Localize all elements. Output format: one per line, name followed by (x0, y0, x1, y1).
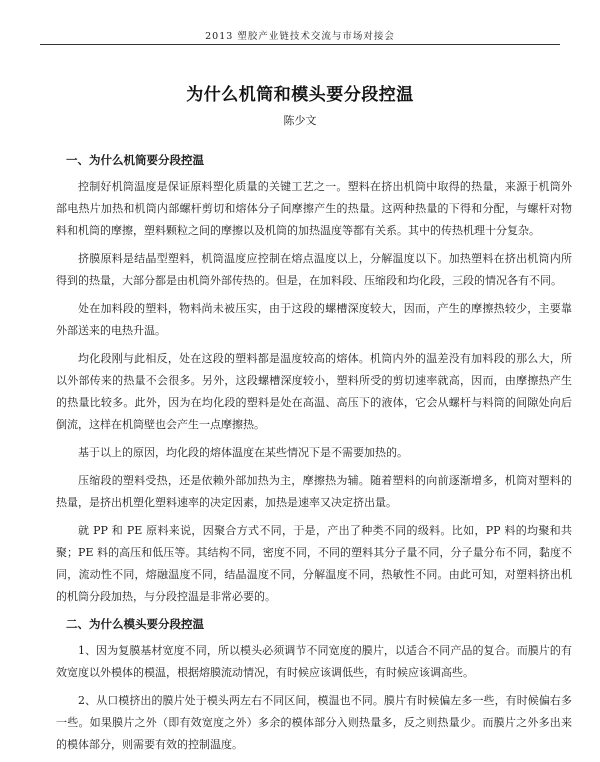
paragraph: 处在加料段的塑料，物料尚未被压实，由于这段的螺槽深度较大，因而，产生的摩擦热较少，主要靠外部送来的电热升温。 (56, 302, 572, 337)
article-body (56, 150, 572, 762)
article-title: 为什么机筒和模头要分段控温 (186, 85, 414, 105)
paragraph: 2、从口模挤出的膜片处于模头两左右不同区间，模温也不同。膜片有时候偏左多一些，有时候偏右多一些。如果膜片之外（即有效宽度之外）多余的模体部分入则热量多，反之则热量少。而膜片之外多出来的模体部分，则需要有效的控制温度。 (56, 694, 572, 751)
section-heading-2: 二、为什么模头要分段控温 (66, 617, 204, 631)
article-author: 陈少文 (283, 114, 317, 127)
paragraph: 1、因为复膜基材宽度不同，所以模头必须调节不同宽度的膜片，以适合不同产品的复合。而膜片的有效宽度以外模体的模温，根据熔膜流动情况，有时候应该调低些，有时候应该调高些。 (56, 644, 572, 679)
paragraph: 就 PP 和 PE 原料来说，因聚合方式不同，于是，产出了种类不同的级料。比如，PP 料的均聚和共聚；PE 料的高压和低压等。其结构不同，密度不同，不同的塑料其分子量不同，分子量分布不同，黏度不同，流动性不同，熔融温度不同，结晶温度不同，分解温度不同，热敏性不同。由此可知，对塑料挤出机的机筒分段加热，与分段控温是非常必要的。 (56, 524, 572, 603)
paragraph: 压缩段的塑料受热，还是依赖外部加热为主，摩擦热为辅。随着塑料的向前逐渐增多，机筒对塑料的热量，是挤出机塑化塑料速率的决定因素，加热是速率又决定挤出量。 (56, 474, 572, 509)
paragraph: 控制好机筒温度是保证原料塑化质量的关键工艺之一。塑料在挤出机筒中取得的热量，来源于机筒外部电热片加热和机筒内部螺杆剪切和熔体分子间摩擦产生的热量。这两种热量的下得和分配，与螺杆对物料和机筒的摩擦，塑料颗粒之间的摩擦以及机筒的加热温度等都有关系。其中的传热机理十分复杂。 (56, 180, 572, 237)
paragraph: 基于以上的原因，均化段的熔体温度在某些情况下是不需要加热的。 (78, 446, 408, 459)
section-heading-1: 一、为什么机筒要分段控温 (66, 153, 204, 167)
running-header: 2013 塑胶产业链技术交流与市场对接会 (205, 31, 395, 42)
paragraph: 挤膜原料是结晶型塑料，机筒温度应控制在熔点温度以上，分解温度以下。加热塑料在挤出机筒内所得到的热量，大部分都是由机筒外部传热的。但是，在加料段、压缩段和均化段，三段的情况各有不同。 (56, 252, 572, 287)
paragraph: 均化段刚与此相反，处在这段的塑料都是温度较高的熔体。机筒内外的温差没有加料段的那么大，所以外部传来的热量不会很多。另外，这段螺槽深度较小，塑料所受的剪切速率就高，因而，由摩擦热产生的热量比较多。此外，因为在均化段的塑料是处在高温、高压下的液体，它会从螺杆与料筒的间隙处向后倒流，这样在机筒壁也会产生一点摩擦热。 (56, 352, 572, 431)
header-rule (40, 44, 560, 45)
